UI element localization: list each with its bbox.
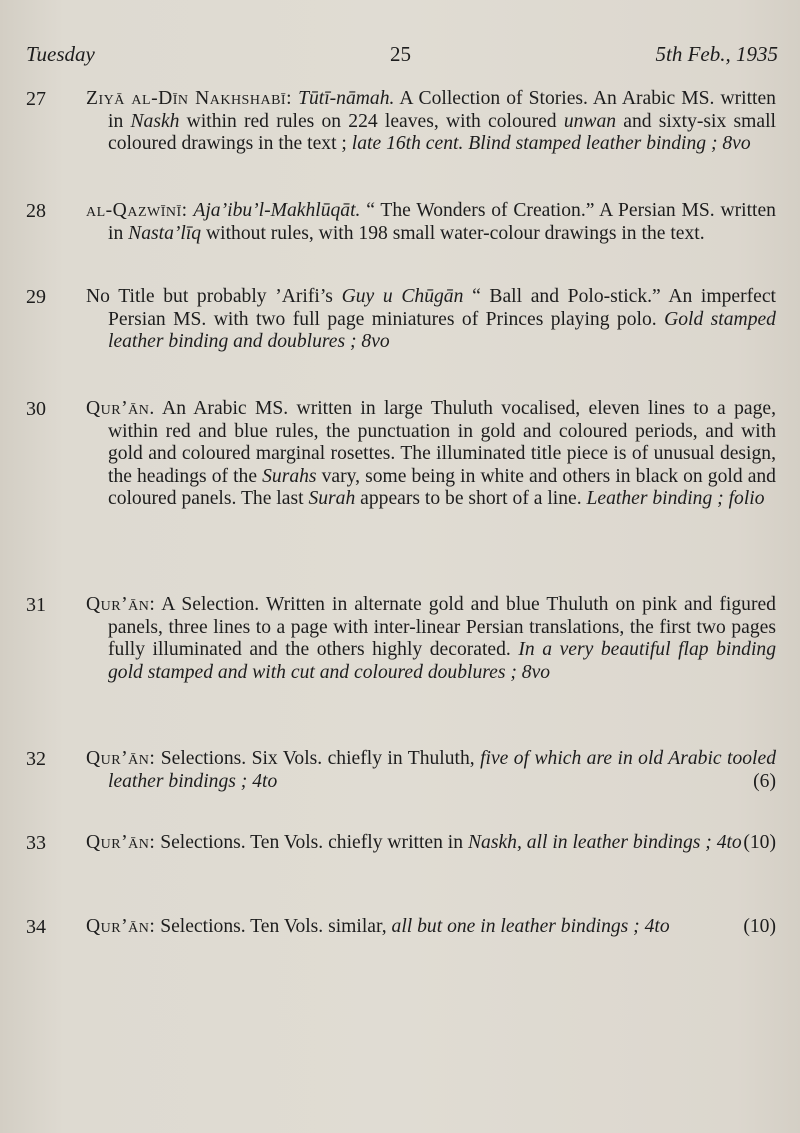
lot-script: Naskh, (467, 832, 522, 853)
lot-author: al-Qazwīnī: (86, 200, 188, 221)
lot-number: 31 (26, 594, 46, 616)
lot-29 (26, 286, 776, 354)
lot-title: Guy u Chūgān (341, 286, 464, 307)
lot-description (86, 748, 776, 793)
lot-title: Tūtī-nāmah. (298, 88, 395, 109)
lot-count: (6) (753, 770, 776, 792)
lot-description (86, 594, 776, 684)
header-date: 5th Feb., 1935 (655, 42, 778, 66)
lot-author: Qur’ān: (86, 916, 156, 937)
lot-binding: late 16th cent. Blind stamped leather binding ; 8vo (351, 133, 751, 155)
lot-31 (26, 594, 776, 684)
lot-30 (26, 398, 776, 511)
lot-number: 29 (26, 286, 46, 308)
lot-script: Surahs (262, 465, 317, 487)
lot-text: Selections. Ten Vols. chiefly written in (160, 832, 464, 853)
lot-unwan: unwan (563, 110, 617, 132)
lot-text-2: vary, some being in white and others in black on gold and coloured panels. The last (108, 465, 776, 510)
lot-number: 27 (26, 88, 46, 110)
lot-binding: Leather binding ; folio (586, 488, 765, 510)
lot-description (86, 832, 776, 855)
lot-text-2: without rules, with 198 small water-colour drawings in the text. (206, 222, 705, 244)
lot-32 (26, 748, 776, 793)
lot-count: (10) (743, 916, 776, 937)
lot-text-3: appears to be short of a line. (360, 488, 582, 510)
lot-binding: five of which are in old Arabic tooled leather bindings ; 4to (108, 748, 776, 792)
lot-description (86, 200, 776, 245)
lot-text-3: and sixty-six small coloured drawings in the text ; (108, 110, 776, 155)
lot-unwan: Surah (308, 488, 356, 510)
lot-text: Selections. Ten Vols. similar, (160, 916, 387, 937)
lot-33 (26, 832, 776, 855)
lot-count: (10) (743, 832, 776, 853)
lot-binding: Gold stamped leather binding and doublures ; 8vo (108, 308, 776, 353)
lot-description (86, 286, 776, 354)
lot-author: Qur’ān: (86, 748, 156, 769)
lot-text: An Arabic MS. written in large Thuluth vocalised, eleven lines to a page, within red and blue rules, the punctuation in gold and coloured periods, and with gold and coloured marginal rosettes. The illuminated title piece is of unusual design, the headings of the (108, 398, 776, 487)
lot-text: A Collection of Stories. An Arabic MS. written in (108, 88, 776, 132)
lot-author: Ziyā al-Dīn Nakhshabī: (86, 88, 293, 109)
lot-binding: all in leather bindings ; 4to (526, 832, 742, 853)
lot-title: Aja’ibu’l-Makhlūqāt. (193, 200, 361, 221)
lot-text: “ The Wonders of Creation.” A Persian MS. written in (108, 200, 776, 244)
lot-number: 32 (26, 748, 46, 770)
lot-author: Qur’ān: (86, 594, 156, 615)
lot-script: Nasta’līq (128, 222, 202, 244)
lot-34 (26, 916, 776, 939)
lot-text: Selections. Six Vols. chiefly in Thuluth, (160, 748, 475, 769)
page-number: 25 (390, 42, 411, 66)
lot-text-2: within red rules on 224 leaves, with coloured (186, 110, 557, 132)
lot-description (86, 398, 776, 511)
lot-number: 33 (26, 832, 46, 854)
lot-author: Qur’ān: (86, 832, 156, 853)
header-day: Tuesday (26, 42, 95, 66)
lot-28 (26, 200, 776, 245)
lot-description (86, 88, 776, 156)
lot-27 (26, 88, 776, 156)
lot-script: Naskh (130, 110, 180, 132)
lot-number: 34 (26, 916, 46, 938)
page-header (26, 42, 778, 72)
lot-binding: In a very beautiful flap binding gold stamped and with cut and coloured doublures ; 8vo (108, 639, 776, 683)
lot-number: 30 (26, 398, 46, 420)
lot-number: 28 (26, 200, 46, 222)
lot-author: Qur’ān. (86, 398, 155, 419)
lot-text: A Selection. Written in alternate gold and blue Thuluth on pink and figured panels, three lines to a page with inter-linear Persian translations, the first two pages fully illuminated and the others highly decorated. (108, 594, 776, 661)
lot-text: “ Ball and Polo-stick.” An imperfect Persian MS. with two full page miniatures of Princes playing polo. (108, 286, 776, 330)
lot-binding: all but one in leather bindings ; 4to (391, 916, 670, 937)
lot-author: No Title but probably ’Arifi’s (86, 286, 333, 307)
lot-description (86, 916, 776, 939)
